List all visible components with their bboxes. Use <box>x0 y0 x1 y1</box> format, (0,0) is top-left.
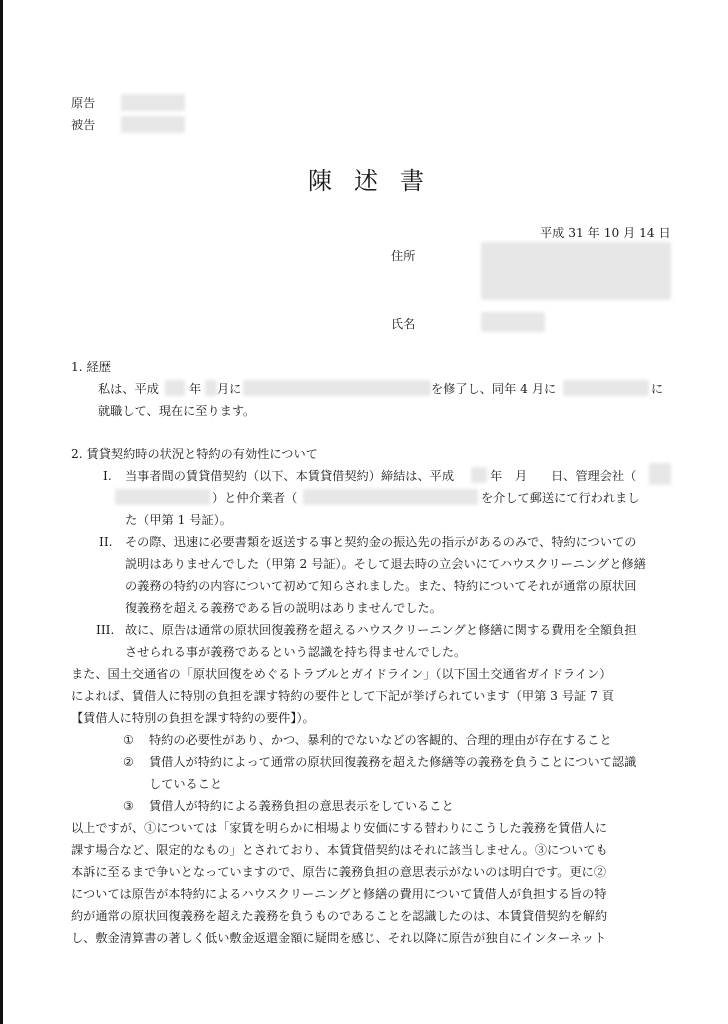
document-title: 陳述書 <box>308 167 446 195</box>
redacted-month <box>205 380 217 396</box>
redacted-company <box>649 463 671 485</box>
paragraph-text: 本訴に至るまで争いとなっていますので、原告に義務負担の意思表示がないのは明白です。更に② <box>71 865 607 879</box>
paragraph-text: 約が通常の原状回復義務を超えた義務を負うものであることを認識したのは、本賃貸借契約を解約 <box>71 909 608 923</box>
document-date: 平成 31 年 10 月 14 日 <box>540 226 671 240</box>
item-text: その際、迅速に必要書類を返送する事と契約金の振込先の指示があるのみで、特約についての <box>125 535 637 549</box>
condition-number: ① <box>123 733 134 747</box>
redacted-name <box>481 312 545 332</box>
condition-text: していること <box>149 777 223 791</box>
item-text: 当事者間の賃貸借契約（以下、本賃貸借契約）締結は、平成 <box>125 469 455 483</box>
item-text: 月 <box>515 469 528 483</box>
item-number: III. <box>96 623 115 637</box>
plaintiff-label: 原告 <box>71 96 96 110</box>
item-text: 故に、原告は通常の原状回復義務を超えるハウスクリーニングと修繕に関する費用を全額負担 <box>125 623 637 637</box>
redacted-employer <box>563 380 649 396</box>
section-2-heading: 2. 賃貸契約時の状況と特約の有効性について <box>71 447 318 461</box>
item-text: 年 <box>490 469 503 483</box>
address-label: 住所 <box>391 249 416 263</box>
item-text: 説明はありませんでした（甲第 2 号証）。そして退去時の立会いにてハウスクリーニングと修繕 <box>125 557 646 571</box>
section-1-heading: 1. 経歴 <box>71 360 111 374</box>
redacted-school <box>243 380 431 396</box>
section-1-text: 就職して、現在に至ります。 <box>98 404 256 418</box>
item-text: 日、管理会社（ <box>551 469 637 483</box>
item-number: II. <box>99 535 113 549</box>
paragraph-text: 課す場合など、限定的なもの」とされており、本賃貸借契約はそれに該当しません。③についても <box>71 843 608 857</box>
section-1-text: 私は、平成 <box>98 382 159 396</box>
item-text: た（甲第 1 号証）。 <box>125 513 232 527</box>
redacted-year <box>165 380 185 396</box>
condition-text: 賃借人が特約によって通常の原状回復義務を超えた修繕等の義務を負うことについて認識 <box>149 755 637 769</box>
item-text: 復義務を超える義務である旨の説明はありませんでした。 <box>125 601 442 615</box>
redacted-address <box>481 242 671 300</box>
section-1-text: に <box>651 382 664 396</box>
condition-number: ② <box>123 755 134 769</box>
item-text: の義務の特約の内容について初めて知らされました。また、特約についてそれが通常の原状回 <box>125 579 637 593</box>
paragraph-text: によれば、賃借人に特別の負担を課す特約の要件として下記が挙げられています（甲第 3 号証 7 頁 <box>71 689 614 703</box>
paragraph-text: また、国土交通省の「原状回復をめぐるトラブルとガイドライン」（以下国土交通省ガイドライン） <box>71 667 612 681</box>
section-1-text: 月に <box>217 382 242 396</box>
section-1-text: 年 <box>189 382 202 396</box>
item-text: を介して郵送にて行われまし <box>481 491 640 505</box>
redacted-year <box>471 467 487 483</box>
condition-text: 特約の必要性があり、かつ、暴利的でないなどの客観的、合理的理由が存在すること <box>149 733 612 747</box>
paragraph-text: については原告が本特約によるハウスクリーニングと修繕の費用について賃借人が負担する旨の特 <box>71 887 607 901</box>
paragraph-text: し、敷金清算書の著しく低い敷金返還金額に疑問を感じ、それ以降に原告が独自にインターネット <box>71 931 607 945</box>
redacted-company <box>115 489 210 505</box>
paragraph-text: 【賃借人に特別の負担を課す特約の要件】）。 <box>71 711 315 725</box>
item-text: させられる事が義務であるという認識を持ち得ませんでした。 <box>125 645 467 659</box>
redacted-defendant-name <box>121 116 185 133</box>
paragraph-text: 以上ですが、①については「家賃を明らかに相場より安価にする替わりにこうした義務を賃借人に <box>71 821 608 835</box>
redacted-plaintiff-name <box>121 94 185 111</box>
condition-text: 賃借人が特約による義務負担の意思表示をしていること <box>149 799 454 813</box>
item-number: I. <box>103 469 112 483</box>
section-1-text: を修了し、同年 4 月に <box>431 382 557 396</box>
defendant-label: 被告 <box>71 118 96 132</box>
condition-number: ③ <box>123 799 134 813</box>
redacted-broker <box>303 489 478 505</box>
item-text: ）と仲介業者（ <box>212 491 298 505</box>
name-label: 氏名 <box>391 317 416 331</box>
